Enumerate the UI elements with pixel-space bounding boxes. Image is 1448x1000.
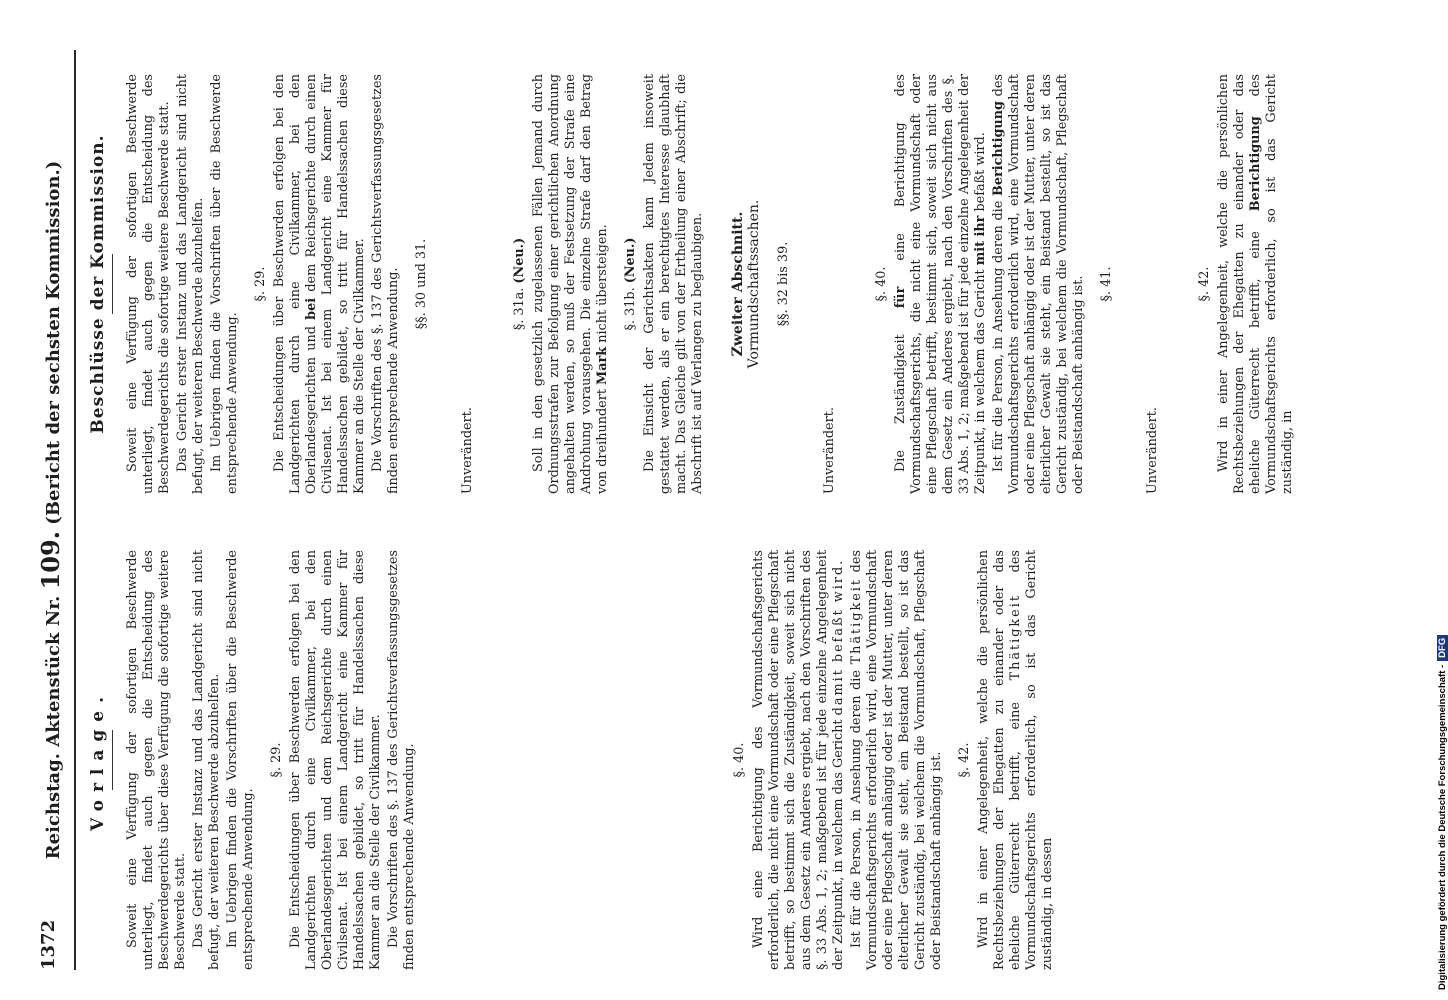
section-title: §. 40. <box>732 742 747 778</box>
dfg-logo: DFG <box>1437 635 1448 661</box>
heading-rule <box>112 254 113 314</box>
section-title: §§. 30 und 31. <box>414 238 429 330</box>
page-header <box>30 50 70 970</box>
unchanged-note: Unverändert. <box>460 407 475 494</box>
paragraph: Die Vorschriften des §. 137 des Gerichtsverfassungsgesetzes finden entsprechende Anwendung. <box>386 550 417 970</box>
column-heading: Beschlüsse der Kommission. <box>88 134 108 434</box>
paragraph: Wird eine Berichtigung des Vormundschaftsgerichts erforderlich, die nicht eine Vormundschaft oder eine Pflegschaft betrifft, so bestimmt sich die Zuständigkeit, soweit sich nicht aus dem Gesetz ein Anderes ergiebt, nach den Vorschriften des §. 33 Abs. 1, 2; maßgebend ist für jede einzelne Angelegenheit der Zeitpunkt, in welchem das Gericht damit befaßt wird. <box>751 550 846 970</box>
paragraph: Die Entscheidungen über Beschwerden erfolgen bei den Landgerichten durch eine Civilkammer, bei den Oberlandesgerichten und dem Reichsgerichte durch einen Civilsenat. Ist bei einem Landgericht eine Kammer für Handelssachen gebildet, so tritt für Handelssachen diese Kammer an die Stelle der Civilkammer. <box>288 550 383 970</box>
paragraph: Die Entscheidungen über Beschwerden erfolgen bei den Landgerichten durch eine Civilkammer, bei den Oberlandesgerichten und bei dem Reichsgerichte durch einen Civilsenat. Ist bei einem Landgericht eine Kammer für Handelssachen gebildet, so tritt für Handelssachen diese Kammer an die Stelle der Civilkammer. <box>272 74 367 494</box>
paragraph: Wird in einer Angelegenheit, welche die persönlichen Rechtsbeziehungen der Ehegatten zu einander oder das eheliche Güterrecht betrifft, eine Berichtigung des Vormundschaftsgerichts erforderlich, so ist das Gericht zuständig, in <box>1216 73 1295 494</box>
chapter-heading: Zweiter Abschnitt. Vormundschaftssachen. <box>730 199 762 369</box>
heading-rule <box>112 730 113 790</box>
section-title: §. 42. <box>957 742 972 778</box>
header-prefix: Reichstag. Aktenstück Nr. <box>43 595 64 860</box>
paragraph: Soweit eine Verfügung der sofortigen Beschwerde unterliegt, findet auch gegen die Entscheidung des Beschwerdegerichts über diese Verfügung die sofortige weitere Beschwerde statt. <box>125 550 188 970</box>
section-title: §. 42. <box>1197 266 1212 302</box>
column-spacer <box>420 550 720 970</box>
section-title: §. 29. <box>253 266 268 302</box>
section-title: §. 41. <box>1099 266 1114 302</box>
column-heading: Vorlage. <box>88 688 108 832</box>
page-number: 1372 <box>38 919 59 970</box>
document-number: 109. <box>36 530 65 590</box>
section-title: §. 31a. (Neu.) <box>512 237 527 331</box>
paragraph: Die Vorschriften des §. 137 des Gerichtsverfassungsgesetzes finden entsprechende Anwendung. <box>370 74 401 494</box>
paragraph: Ist für die Person, in Ansehung deren die Berichtigung des Vormundschaftsgerichts erforderlich wird, eine Vormundschaft oder eine Pflegschaft anhängig oder ist der Mutter, unter deren elterlicher Gewalt sie steht, ein Beistand bestellt, so ist das Gericht zuständig, bei welchem die Vormundschaft, Pflegschaft oder Beistandschaft anhängig ist. <box>991 74 1086 494</box>
paragraph: Im Uebrigen finden die Vorschriften über die Beschwerde entsprechende Anwendung. <box>225 550 256 970</box>
unchanged-note: Unverändert. <box>822 407 837 494</box>
paragraph: Im Uebrigen finden die Vorschriften über die Beschwerde entsprechende Anwendung. <box>209 74 240 494</box>
rotated-document-page <box>30 50 1400 970</box>
paragraph: Soweit eine Verfügung der sofortigen Beschwerde unterliegt, findet auch gegen die Entscheidung des Beschwerdegerichts die sofortige weitere Beschwerde statt. <box>125 74 172 494</box>
header-rule <box>74 50 76 970</box>
digitization-credit: Digitalisierung gefördert durch die Deutsche Forschungsgemeinschaft -DFG <box>1437 635 1448 990</box>
section-title: §. 31b. (Neu.) <box>623 237 638 331</box>
column-beschluesse <box>90 74 1394 494</box>
unchanged-note: Unverändert. <box>1145 407 1160 494</box>
header-suffix: (Bericht der sechsten Kommission.) <box>43 160 64 525</box>
paragraph: Die Zuständigkeit für eine Berichtigung des Vormundschaftsgerichts, die nicht eine Vormundschaft oder eine Pflegschaft betrifft, bestimmt sich, soweit sich nicht aus dem Gesetz ein Anderes ergiebt, nach den Vorschriften des §. 33 Abs. 1, 2; maßgebend ist für jede einzelne Angelegenheit der Zeitpunkt, in welchem das Gericht mit ihr befaßt wird. <box>893 74 988 494</box>
section-title: §. 40. <box>874 266 889 302</box>
paragraph: Das Gericht erster Instanz und das Landgericht sind nicht befugt, der weiteren Beschwerde abzuhelfen. <box>191 550 222 970</box>
paragraph: Wird in einer Angelegenheit, welche die persönlichen Rechtsbeziehungen der Ehegatten zu einander oder das eheliche Güterrecht betrifft, eine Thätigkeit des Vormundschaftsgerichts erforderlich, so ist das Gericht zuständig, in dessen <box>976 550 1055 970</box>
paragraph: Die Einsicht der Gerichtsakten kann Jedem insoweit gestattet werden, als er ein berechtigtes Interesse glaubhaft macht. Das Gleiche gilt von der Ertheilung einer Abschrift; die Abschrift ist auf Verlangen zu beglaubigen. <box>642 74 705 494</box>
paragraph: Soll in den gesetzlich zugelassenen Fällen Jemand durch Ordnungsstrafen zur Befolgung einer gerichtlichen Anordnung angehalten werden, so muß der Festsetzung der Strafe eine Androhung vorausgehen. Die einzelne Strafe darf den Betrag von dreihundert Mark nicht übersteigen. <box>531 74 610 494</box>
paragraph: Ist für die Person, in Ansehung deren die Thätigkeit des Vormundschaftsgerichts erforderlich wird, eine Vormundschaft oder eine Pflegschaft anhängig oder ist der Mutter, unter deren elterlicher Gewalt sie steht, ein Beistand bestellt, so ist das Gericht zuständig, bei welchem die Vormundschaft, Pflegschaft oder Beistandschaft anhängig ist. <box>849 549 944 970</box>
paragraph: Das Gericht erster Instanz und das Landgericht sind nicht befugt, der weiteren Beschwerde abzuhelfen. <box>175 74 206 494</box>
section-title: §. 29. <box>269 742 284 778</box>
header-title <box>36 50 65 970</box>
section-title: §§. 32 bis 39. <box>776 241 791 327</box>
column-vorlage <box>90 550 1394 970</box>
